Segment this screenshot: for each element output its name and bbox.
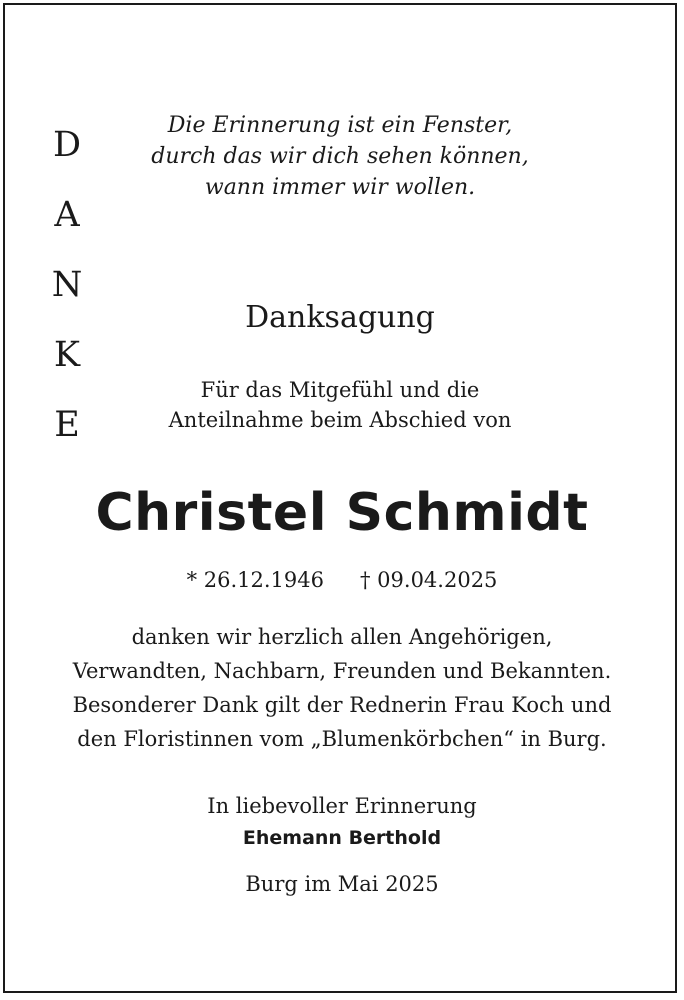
- vertical-letter: N: [51, 265, 83, 305]
- vertical-letter: E: [54, 405, 80, 445]
- thanks-text: [20, 620, 664, 756]
- thanks-line: danken wir herzlich allen Angehörigen,: [131, 625, 553, 649]
- deceased-name: Christel Schmidt: [95, 483, 589, 543]
- vertical-letter: A: [54, 195, 80, 235]
- quote-line: durch das wir dich sehen können,: [151, 144, 529, 169]
- thanks-line: den Floristinnen vom „Blumenkörbchen“ in Burg.: [77, 727, 607, 751]
- vertical-danke: [42, 110, 92, 460]
- memorial-quote: [110, 110, 570, 203]
- intro-line: Anteilnahme beim Abschied von: [168, 408, 512, 432]
- vertical-letter: K: [53, 335, 81, 375]
- notice-heading: Danksagung: [245, 300, 435, 335]
- thanks-line: Verwandten, Nachbarn, Freunden und Bekannten.: [72, 659, 612, 683]
- quote-line: Die Erinnerung ist ein Fenster,: [167, 113, 513, 138]
- closing-memory: In liebevoller Erinnerung: [207, 794, 477, 818]
- life-dates: [0, 565, 684, 595]
- place-date: Burg im Mai 2025: [245, 872, 439, 896]
- intro-line: Für das Mitgefühl und die: [200, 378, 480, 402]
- closing-signature: Ehemann Berthold: [242, 827, 442, 849]
- birth-date: * 26.12.1946: [186, 568, 324, 592]
- thanks-line: Besonderer Dank gilt der Rednerin Frau Koch und: [72, 693, 612, 717]
- death-date: † 09.04.2025: [360, 568, 498, 592]
- intro-text: [110, 375, 570, 435]
- vertical-letter: D: [52, 125, 82, 165]
- quote-line: wann immer wir wollen.: [204, 175, 476, 200]
- closing-block: [0, 790, 684, 854]
